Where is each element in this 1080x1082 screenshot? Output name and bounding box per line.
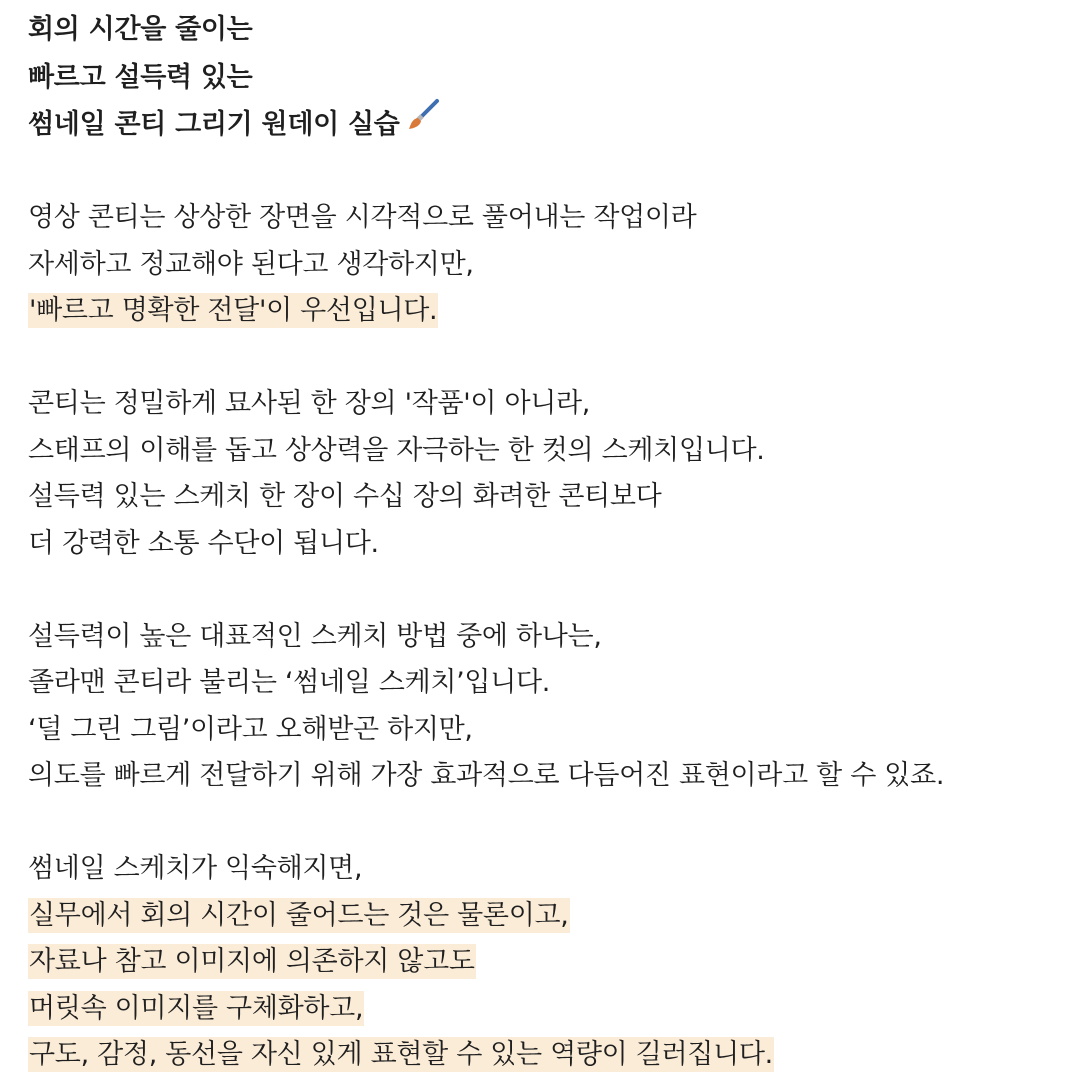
paragraph-3-line-2: 졸라맨 콘티라 불리는 ‘썸네일 스케치’입니다.	[28, 667, 551, 698]
paragraph-3-line-1: 설득력이 높은 대표적인 스케치 방법 중에 하나는,	[28, 620, 602, 652]
highlighted-text: 구도, 감정, 동선을 자신 있게 표현할 수 있는 역량이 길러집니다.	[29, 1039, 773, 1070]
paragraph-3-line-3: ‘덜 그린 그림’이라고 오해받곤 하지만,	[28, 713, 473, 745]
paragraph-1-line-1: 영상 콘티는 상상한 장면을 시각적으로 풀어내는 작업이라	[28, 202, 697, 233]
document-body	[28, 6, 1068, 1079]
paragraph-4-line-3	[28, 939, 1068, 986]
spacer	[28, 335, 1068, 382]
highlighted-text: 자료나 참고 이미지에 의존하지 않고도	[29, 946, 475, 977]
heading-line-3-text: 썸네일 콘티 그리기 원데이 실습	[28, 109, 400, 140]
paragraph-4-line-1: 썸네일 스케치가 익숙해지면,	[28, 853, 363, 884]
paragraph-1-line-2: 자세하고 정교해야 된다고 생각하지만,	[28, 248, 474, 280]
paragraph-4-line-4	[28, 986, 1068, 1033]
spacer	[28, 800, 1068, 847]
highlighted-text: 실무에서 회의 시간이 줄어드는 것은 물론이고,	[29, 899, 569, 931]
paragraph-2-line-3: 설득력 있는 스케치 한 장이 수십 장의 화려한 콘티보다	[28, 481, 662, 512]
highlighted-text: '빠르고 명확한 전달'이 우선입니다.	[29, 295, 438, 326]
paragraph-4-line-2	[28, 893, 1068, 940]
paragraph-2-line-4: 더 강력한 소통 수단이 됩니다.	[28, 527, 379, 559]
spacer	[28, 567, 1068, 614]
paragraph-2-line-2: 스태프의 이해를 돕고 상상력을 자극하는 한 컷의 스케치입니다.	[28, 434, 765, 466]
paintbrush-icon	[406, 98, 440, 148]
paragraph-2-line-1: 콘티는 정밀하게 묘사된 한 장의 '작품'이 아니라,	[28, 388, 591, 419]
paragraph-3-line-4: 의도를 빠르게 전달하기 위해 가장 효과적으로 다듬어진 표현이라고 할 수 있죠.	[28, 760, 945, 791]
heading-line-1: 회의 시간을 줄이는	[28, 14, 253, 45]
paragraph-1-line-3	[28, 288, 1068, 335]
paragraph-4-line-5	[28, 1032, 1068, 1079]
heading-line-2: 빠르고 설득력 있는	[28, 61, 253, 93]
heading-line-3	[28, 101, 1068, 149]
spacer	[28, 149, 1068, 196]
highlighted-text: 머릿속 이미지를 구체화하고,	[29, 992, 364, 1024]
